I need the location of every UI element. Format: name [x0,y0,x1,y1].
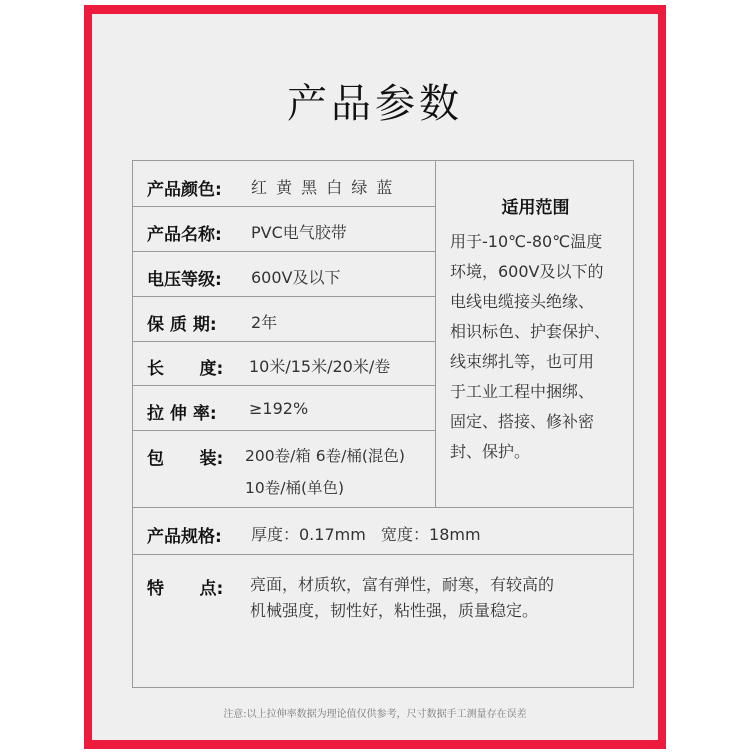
row-label-elongation: 拉 伸 率: [147,404,217,424]
scope-line: 线束绑扎等，也可用 [450,352,595,371]
scope-line: 环境，600V及以下的 [450,262,604,281]
row-value-shelf-life: 2年 [251,313,278,332]
scope-line: 用于-10℃-80℃温度 [450,232,603,251]
row-label-features: 特 点: [147,579,224,599]
scope-line: 相识标色、护套保护、 [450,322,611,341]
row-divider [133,296,435,297]
row-divider [133,206,435,207]
row-value-spec: 厚度：0.17mm 宽度：18mm [251,525,481,544]
scope-title: 适用范围 [501,198,570,218]
disclaimer-note: 注意:以上拉伸率数据为理论值仅供参考，尺寸数据手工测量存在误差 [223,709,527,720]
row-label-shelf-life: 保 质 期: [147,315,217,335]
row-value-packaging-2: 10卷/桶(单色) [245,479,345,497]
spec-table [132,160,634,688]
row-value-name: PVC电气胶带 [251,223,347,242]
row-value-color: 红 黄 黑 白 绿 蓝 [251,178,395,197]
row-label-packaging: 包 装: [147,449,224,469]
row-divider [133,251,435,252]
row-divider [133,341,435,342]
feature-line: 亮面，材质软，富有弹性，耐寒，有较高的 [250,575,555,594]
scope-line: 固定、搭接、修补密 [450,412,595,431]
row-divider [133,507,633,508]
row-label-spec: 产品规格: [147,527,222,547]
row-label-name: 产品名称: [147,225,222,245]
row-label-length: 长 度: [147,359,224,379]
feature-line: 机械强度，韧性好，粘性强，质量稳定。 [250,601,539,620]
scope-line: 电线电缆接头绝缘、 [450,292,595,311]
scope-text [450,227,630,467]
row-divider [133,385,435,386]
row-value-packaging: 200卷/箱 6卷/桶(混色) [245,447,405,465]
red-frame [84,5,666,749]
row-value-voltage: 600V及以下 [251,268,341,287]
row-value-length: 10米/15米/20米/卷 [249,357,391,376]
row-label-color: 产品颜色: [147,180,222,200]
parameter-panel [92,14,658,740]
row-divider [133,554,633,555]
scope-line: 封、保护。 [450,442,531,461]
row-divider [133,430,435,431]
scope-line: 于工业工程中捆绑、 [450,382,595,401]
row-value-features [250,572,635,624]
row-label-voltage: 电压等级: [147,270,222,290]
row-value-elongation: ≥192% [249,399,309,418]
page-title: 产品参数 [287,81,463,127]
